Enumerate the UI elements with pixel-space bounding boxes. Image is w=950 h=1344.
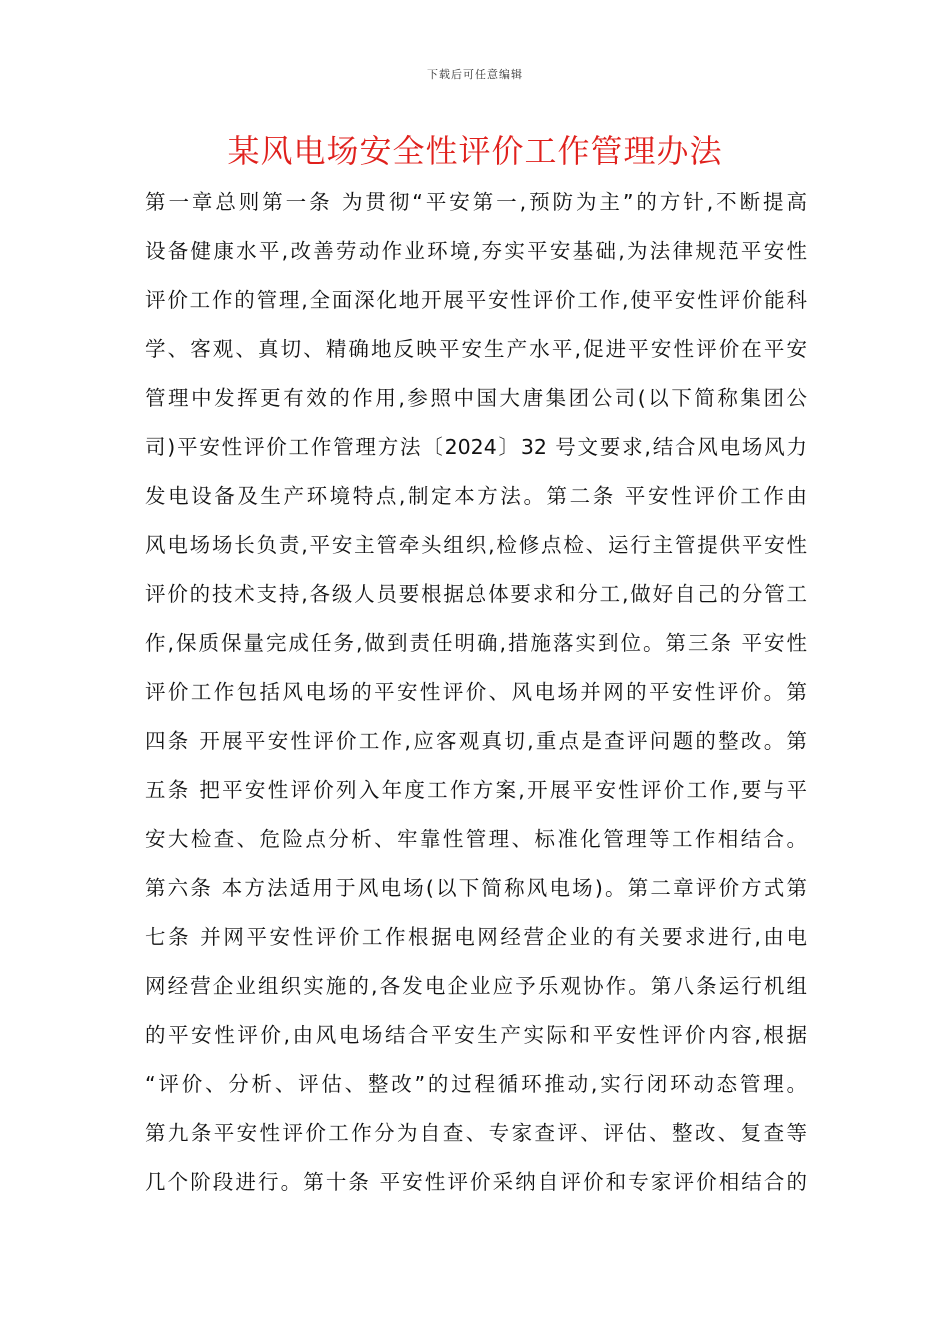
body-line: “评价、分析、评估、整改”的过程循环推动,实行闭环动态管理。 — [145, 1072, 807, 1096]
body-line: 几个阶段进行。第十条 平安性评价采纳自评价和专家评价相结合的 — [145, 1170, 807, 1194]
body-line: 四条 开展平安性评价工作,应客观真切,重点是查评问题的整改。第 — [145, 729, 807, 753]
body-line: 第一章总则第一条 为贯彻“平安第一,预防为主”的方针,不断提高 — [145, 190, 807, 214]
header-note: 下载后可任意编辑 — [427, 68, 523, 81]
body-line: 第六条 本方法适用于风电场(以下简称风电场)。第二章评价方式第 — [145, 876, 807, 900]
document-title: 某风电场安全性评价工作管理办法 — [227, 132, 723, 170]
body-line: 网经营企业组织实施的,各发电企业应予乐观协作。第八条运行机组 — [145, 974, 807, 998]
body-line: 发电设备及生产环境特点,制定本方法。第二条 平安性评价工作由 — [145, 484, 807, 508]
body-line: 安大检查、危险点分析、牢靠性管理、标准化管理等工作相结合。 — [145, 827, 807, 851]
body-line: 的平安性评价,由风电场结合平安生产实际和平安性评价内容,根据 — [145, 1023, 807, 1047]
body-line: 七条 并网平安性评价工作根据电网经营企业的有关要求进行,由电 — [145, 925, 807, 949]
body-line: 学、客观、真切、精确地反映平安生产水平,促进平安性评价在平安 — [145, 337, 807, 361]
body-line: 第九条平安性评价工作分为自查、专家查评、评估、整改、复查等 — [145, 1121, 807, 1145]
body-line: 五条 把平安性评价列入年度工作方案,开展平安性评价工作,要与平 — [145, 778, 807, 802]
body-line: 管理中发挥更有效的作用,参照中国大唐集团公司(以下简称集团公 — [145, 386, 807, 410]
body-line: 设备健康水平,改善劳动作业环境,夯实平安基础,为法律规范平安性 — [145, 239, 807, 263]
document-body — [145, 178, 807, 1207]
body-line: 司)平安性评价工作管理方法〔2024〕32 号文要求,结合风电场风力 — [145, 435, 807, 459]
body-line: 评价的技术支持,各级人员要根据总体要求和分工,做好自己的分管工 — [145, 582, 807, 606]
body-line: 风电场场长负责,平安主管牵头组织,检修点检、运行主管提供平安性 — [145, 533, 807, 557]
body-line: 作,保质保量完成任务,做到责任明确,措施落实到位。第三条 平安性 — [145, 631, 807, 655]
body-line: 评价工作的管理,全面深化地开展平安性评价工作,使平安性评价能科 — [145, 288, 807, 312]
body-line: 评价工作包括风电场的平安性评价、风电场并网的平安性评价。第 — [145, 680, 807, 704]
